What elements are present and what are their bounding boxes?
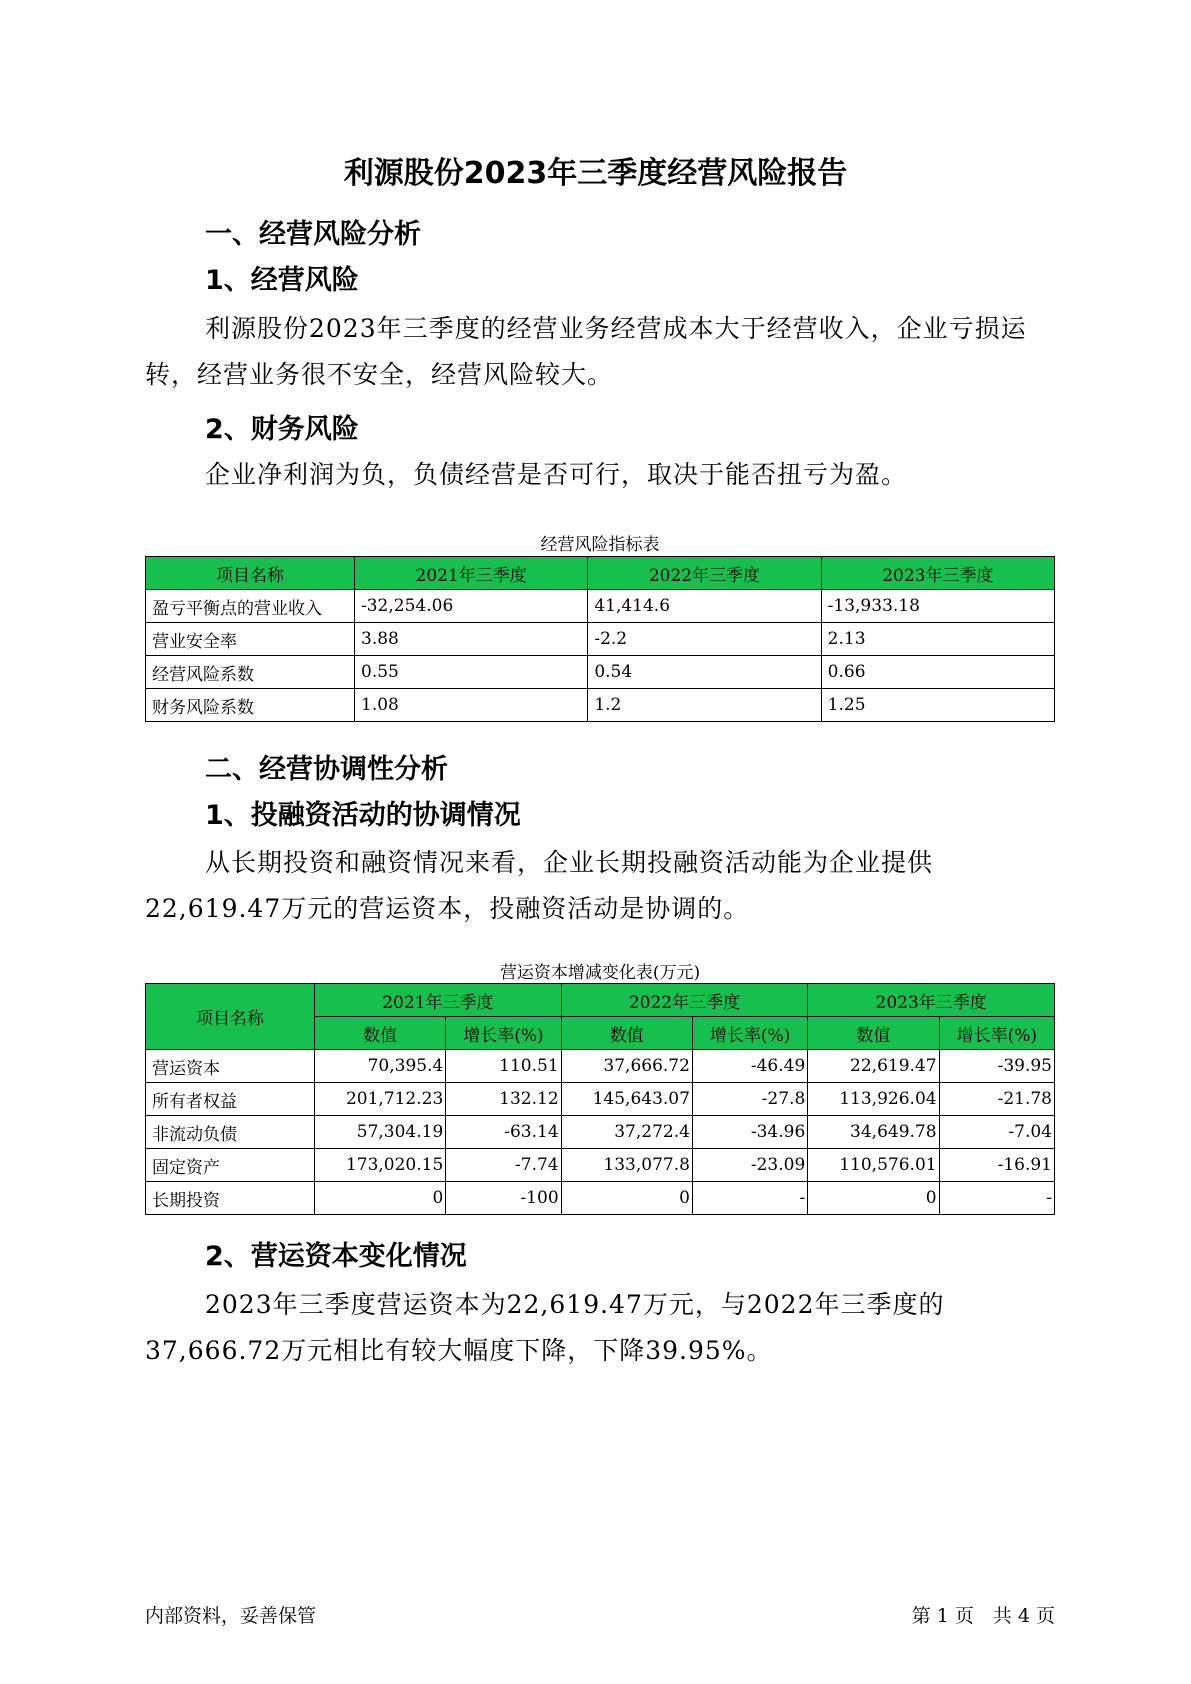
table-header-cell: 项目名称 xyxy=(146,557,355,590)
table-cell: 营运资本 xyxy=(146,1050,315,1083)
table-cell: -27.8 xyxy=(692,1083,807,1116)
table-cell: -34.96 xyxy=(692,1116,807,1149)
table-header-cell: 数值 xyxy=(808,1017,939,1050)
subheading-working-capital: 2、营运资本变化情况 xyxy=(205,1241,467,1272)
table-cell: 盈亏平衡点的营业收入 xyxy=(146,590,355,623)
table-cell: 3.88 xyxy=(355,623,588,656)
table-cell: -32,254.06 xyxy=(355,590,588,623)
table-cell: 132.12 xyxy=(446,1083,561,1116)
table-cell: 34,649.78 xyxy=(808,1116,939,1149)
table-row xyxy=(146,623,1055,656)
table-cell: 110,576.01 xyxy=(808,1149,939,1182)
table-cell: 固定资产 xyxy=(146,1149,315,1182)
table-header-row xyxy=(146,557,1055,590)
table-cell: 1.08 xyxy=(355,689,588,722)
table-cell: 70,395.4 xyxy=(315,1050,446,1083)
table-header-cell: 2022年三季度 xyxy=(588,557,821,590)
table-cell: -2.2 xyxy=(588,623,821,656)
table-cell: - xyxy=(939,1182,1054,1215)
table-cell: 37,666.72 xyxy=(561,1050,692,1083)
table-cell: 110.51 xyxy=(446,1050,561,1083)
table-cell: 0 xyxy=(561,1182,692,1215)
table-header-cell: 2022年三季度 xyxy=(561,984,808,1017)
table1-caption: 经营风险指标表 xyxy=(540,535,660,555)
table-cell: 1.25 xyxy=(821,689,1054,722)
table-cell: 133,077.8 xyxy=(561,1149,692,1182)
table-cell: 非流动负债 xyxy=(146,1116,315,1149)
table-cell: 长期投资 xyxy=(146,1182,315,1215)
table-cell: 0.66 xyxy=(821,656,1054,689)
table-header-cell: 2023年三季度 xyxy=(821,557,1054,590)
table-row xyxy=(146,656,1055,689)
table-cell: - xyxy=(692,1182,807,1215)
table-header-cell: 2023年三季度 xyxy=(808,984,1055,1017)
table-cell: 营业安全率 xyxy=(146,623,355,656)
table-cell: -7.04 xyxy=(939,1116,1054,1149)
table-cell: -23.09 xyxy=(692,1149,807,1182)
table-cell: 0.55 xyxy=(355,656,588,689)
table-row xyxy=(146,1182,1055,1215)
table-row xyxy=(146,590,1055,623)
table-cell: -46.49 xyxy=(692,1050,807,1083)
table-header-cell: 2021年三季度 xyxy=(355,557,588,590)
table-cell: 57,304.19 xyxy=(315,1116,446,1149)
table-cell: 经营风险系数 xyxy=(146,656,355,689)
table2-caption: 营运资本增减变化表(万元) xyxy=(499,963,701,983)
table-cell: 145,643.07 xyxy=(561,1083,692,1116)
table-header-cell: 增长率(%) xyxy=(692,1017,807,1050)
table-cell: 37,272.4 xyxy=(561,1116,692,1149)
table-row xyxy=(146,1083,1055,1116)
table-cell: 0 xyxy=(808,1182,939,1215)
working-capital-table xyxy=(145,983,1055,1215)
table-row xyxy=(146,1116,1055,1149)
table-cell: -63.14 xyxy=(446,1116,561,1149)
subheading-operating-risk: 1、经营风险 xyxy=(205,265,359,296)
table-cell: 201,712.23 xyxy=(315,1083,446,1116)
table-header-cell: 数值 xyxy=(315,1017,446,1050)
table-header-cell: 增长率(%) xyxy=(446,1017,561,1050)
section-heading-risk: 一、经营风险分析 xyxy=(205,219,421,250)
paragraph-financial-risk: 企业净利润为负，负债经营是否可行，取决于能否扭亏为盈。 xyxy=(205,460,908,489)
risk-indicator-table xyxy=(145,556,1055,722)
table-header-cell: 项目名称 xyxy=(146,984,315,1050)
table-header-row xyxy=(146,984,1055,1017)
table-cell: -21.78 xyxy=(939,1083,1054,1116)
table-cell: 0 xyxy=(315,1182,446,1215)
table-header-cell: 数值 xyxy=(561,1017,692,1050)
table-cell: 所有者权益 xyxy=(146,1083,315,1116)
table-cell: -13,933.18 xyxy=(821,590,1054,623)
table-cell: 财务风险系数 xyxy=(146,689,355,722)
table-header-cell: 增长率(%) xyxy=(939,1017,1054,1050)
subheading-investment-financing: 1、投融资活动的协调情况 xyxy=(205,800,521,831)
table-cell: 0.54 xyxy=(588,656,821,689)
table-cell: 2.13 xyxy=(821,623,1054,656)
paragraph-operating-risk: 利源股份2023年三季度的经营业务经营成本大于经营收入，企业亏损运转，经营业务很不安全，经营风险较大。 xyxy=(145,314,1027,389)
table-cell: -16.91 xyxy=(939,1149,1054,1182)
report-title: 利源股份2023年三季度经营风险报告 xyxy=(343,156,848,191)
table-cell: 1.2 xyxy=(588,689,821,722)
paragraph-working-capital: 2023年三季度营运资本为22,619.47万元，与2022年三季度的37,666.72万元相比有较大幅度下降，下降39.95%。 xyxy=(145,1290,945,1365)
table-header-cell: 2021年三季度 xyxy=(315,984,562,1017)
table-cell: -39.95 xyxy=(939,1050,1054,1083)
table-cell: -7.74 xyxy=(446,1149,561,1182)
footer-confidential: 内部资料，妥善保管 xyxy=(145,1605,317,1627)
paragraph-investment-financing: 从长期投资和融资情况来看，企业长期投融资活动能为企业提供22,619.47万元的营运资本，投融资活动是协调的。 xyxy=(145,848,934,923)
table-cell: 22,619.47 xyxy=(808,1050,939,1083)
table-cell: 41,414.6 xyxy=(588,590,821,623)
table-cell: 173,020.15 xyxy=(315,1149,446,1182)
footer-page-number: 第 1 页 共 4 页 xyxy=(911,1605,1055,1627)
section-heading-coordination: 二、经营协调性分析 xyxy=(205,754,448,785)
table-cell: -100 xyxy=(446,1182,561,1215)
table-row xyxy=(146,1149,1055,1182)
table-cell: 113,926.04 xyxy=(808,1083,939,1116)
subheading-financial-risk: 2、财务风险 xyxy=(205,414,359,445)
table-row xyxy=(146,689,1055,722)
table-row xyxy=(146,1050,1055,1083)
